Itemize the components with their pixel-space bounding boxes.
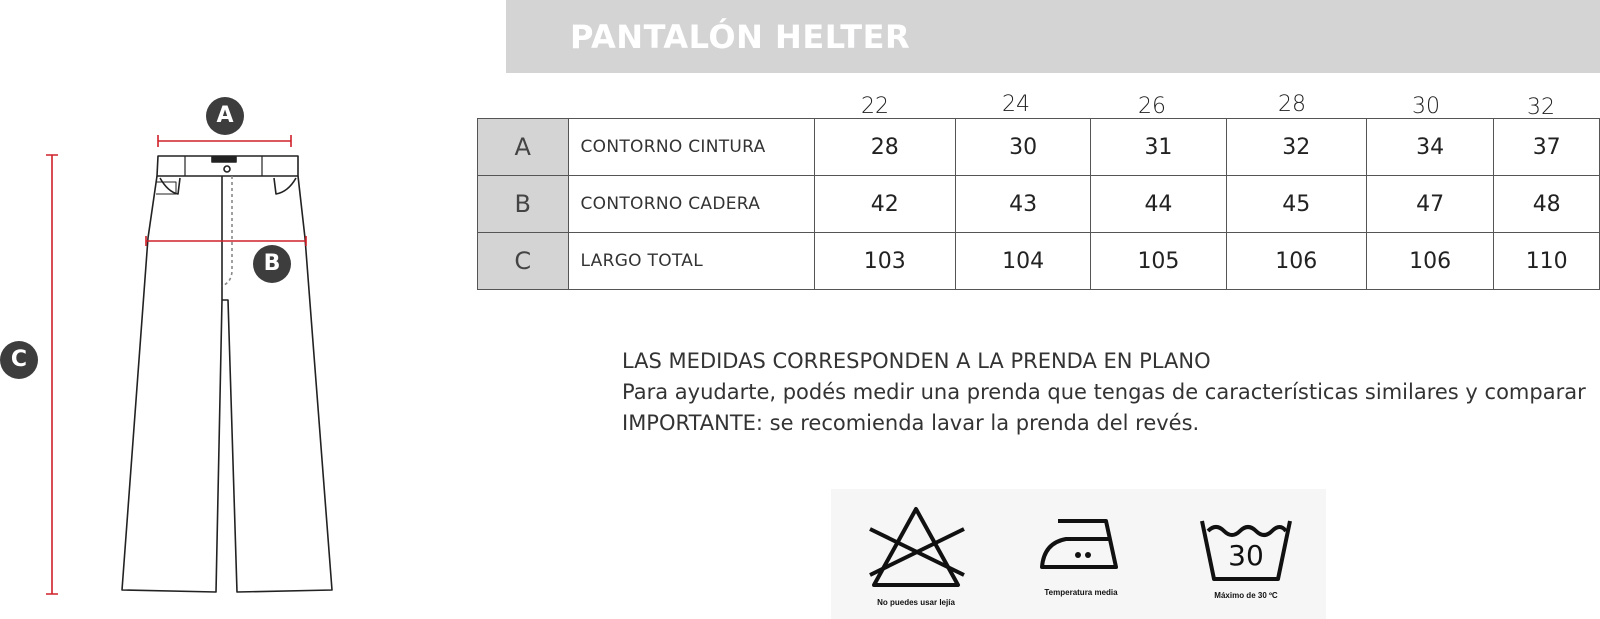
- iron-medium-icon: [1036, 513, 1126, 573]
- table-cell: 106: [1226, 233, 1366, 290]
- button-icon: [224, 166, 230, 172]
- table-cell: 48: [1494, 176, 1600, 233]
- note-line: LAS MEDIDAS CORRESPONDEN A LA PRENDA EN PLANO: [622, 349, 1211, 373]
- size-header: 32: [1527, 95, 1555, 120]
- badge-c: C: [0, 341, 38, 379]
- pants-outline: [122, 176, 332, 592]
- pants-diagram: [0, 0, 470, 619]
- size-header: 22: [861, 94, 889, 119]
- fly-stitch: [222, 176, 232, 286]
- care-item-iron: [1011, 513, 1151, 597]
- size-header: 30: [1412, 94, 1440, 119]
- care-caption: Temperatura media: [1044, 588, 1118, 597]
- table-cell: 106: [1366, 233, 1493, 290]
- measure-line-a: [158, 135, 291, 147]
- size-header: 28: [1278, 92, 1306, 117]
- badge-b: B: [253, 245, 291, 283]
- row-code: C: [478, 233, 569, 290]
- table-cell: 103: [814, 233, 955, 290]
- brand-label: [212, 157, 236, 162]
- measure-name: LARGO TOTAL: [568, 233, 814, 290]
- wash-temperature: 30: [1228, 539, 1264, 572]
- table-cell: 32: [1226, 119, 1366, 176]
- measure-name: CONTORNO CINTURA: [568, 119, 814, 176]
- left-pocket: [160, 178, 180, 194]
- note-line: IMPORTANTE: se recomienda lavar la prenda del revés.: [622, 411, 1200, 435]
- table-cell: 43: [955, 176, 1090, 233]
- care-panel: [831, 489, 1326, 619]
- size-table: [477, 118, 1600, 290]
- table-cell: 31: [1091, 119, 1226, 176]
- care-item-wash-30: [1176, 517, 1316, 600]
- table-cell: 28: [814, 119, 955, 176]
- table-row: [478, 176, 1600, 233]
- product-title: PANTALÓN HELTER: [570, 18, 911, 56]
- badge-a: A: [206, 97, 244, 135]
- measure-line-c: [46, 155, 58, 594]
- table-cell: 110: [1494, 233, 1600, 290]
- table-cell: 45: [1226, 176, 1366, 233]
- right-pocket: [274, 178, 296, 194]
- table-cell: 37: [1494, 119, 1600, 176]
- measure-name: CONTORNO CADERA: [568, 176, 814, 233]
- care-item-no-bleach: [831, 503, 1001, 607]
- table-cell: 42: [814, 176, 955, 233]
- row-code: B: [478, 176, 569, 233]
- no-bleach-icon: [856, 503, 976, 589]
- measure-line-b: [146, 236, 306, 246]
- table-cell: 47: [1366, 176, 1493, 233]
- table-row: [478, 233, 1600, 290]
- notes: [622, 346, 1586, 439]
- care-caption: No puedes usar lejía: [877, 598, 955, 607]
- size-header: 24: [1002, 92, 1030, 117]
- care-caption: Máximo de 30 ºC: [1214, 591, 1278, 600]
- table-row: [478, 119, 1600, 176]
- size-header: 26: [1138, 94, 1166, 119]
- table-cell: 105: [1091, 233, 1226, 290]
- title-bar: [506, 0, 1600, 73]
- table-cell: 34: [1366, 119, 1493, 176]
- table-cell: 30: [955, 119, 1090, 176]
- table-cell: 44: [1091, 176, 1226, 233]
- table-cell: 104: [955, 233, 1090, 290]
- note-line: Para ayudarte, podés medir una prenda que tengas de características similares y comparar: [622, 380, 1586, 404]
- row-code: A: [478, 119, 569, 176]
